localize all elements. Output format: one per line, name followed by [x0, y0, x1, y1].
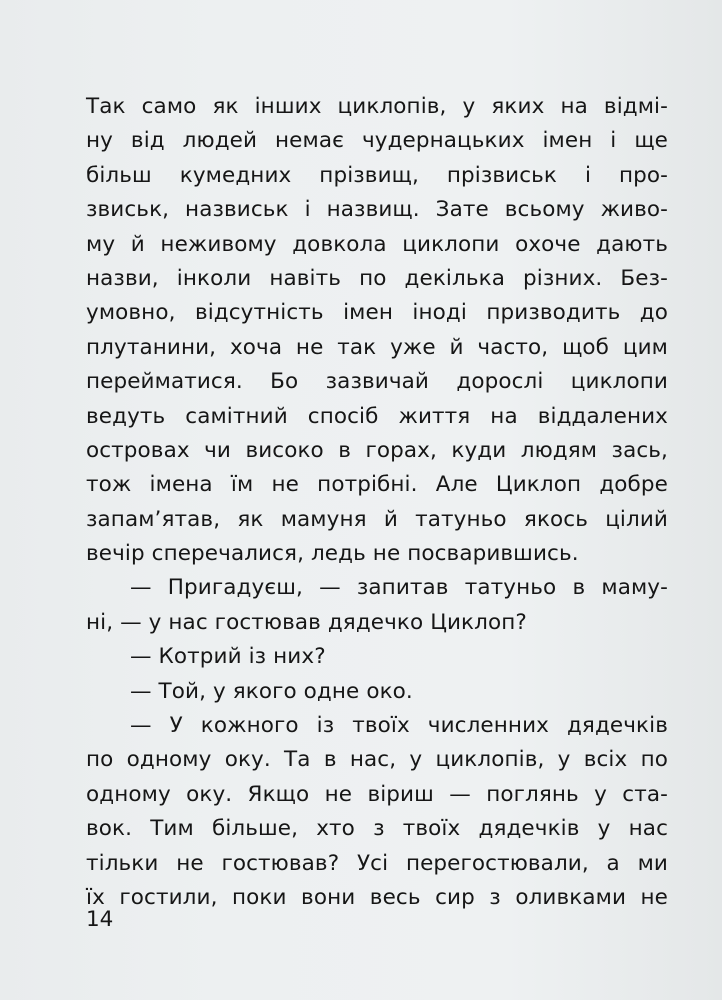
- page-number: 14: [86, 907, 114, 932]
- text-line: плутанини, хоча не так уже й часто, щоб цим: [86, 334, 668, 360]
- text-line: запам’ятав, як мамуня й татуньо якось цілий: [86, 506, 668, 532]
- text-line: ведуть самітний спосіб життя на віддалених: [86, 403, 668, 429]
- text-line: ну від людей немає чудернацьких імен і ще: [86, 128, 668, 154]
- text-line: островах чи високо в горах, куди людям зась,: [86, 437, 668, 463]
- text-line: — Пригадуєш, — запитав татуньо в маму-: [130, 575, 668, 601]
- text-line: по одному оку. Та в нас, у циклопів, у всіх по: [86, 747, 668, 773]
- text-line: ні, — у нас гостював дядечко Циклоп?: [86, 609, 527, 635]
- text-line: умовно, відсутність імен іноді призводить до: [86, 300, 668, 326]
- body-text: [86, 90, 668, 915]
- text-line: му й неживому довкола циклопи охоче дають: [86, 231, 668, 257]
- text-line: їх гостили, поки вони весь сир з оливками не: [86, 884, 668, 910]
- text-line: — У кожного із твоїх численних дядечків: [130, 713, 668, 739]
- text-line: більш кумедних прізвищ, прізвиськ і про-: [86, 162, 668, 188]
- text-line: Так само як інших циклопів, у яких на відмі-: [86, 94, 668, 119]
- text-line: вечір сперечалися, ледь не посварившись.: [86, 541, 579, 567]
- text-line: перейматися. Бо зазвичай дорослі циклопи: [86, 369, 668, 395]
- text-line: назви, інколи навіть по декілька різних. Без-: [86, 265, 668, 291]
- text-line: — Той, у якого одне око.: [130, 678, 413, 704]
- text-line: тільки не гостював? Усі перегостювали, а ми: [86, 850, 668, 876]
- text-line: вок. Тим більше, хто з твоїх дядечків у нас: [86, 816, 668, 842]
- text-line: звиськ, назвиськ і назвищ. Зате всьому живо-: [86, 197, 668, 223]
- text-line: тож імена їм не потрібні. Але Циклоп добре: [86, 472, 668, 498]
- text-line: — Котрий із них?: [130, 644, 326, 670]
- text-line: одному оку. Якщо не віриш — поглянь у ста-: [86, 781, 668, 807]
